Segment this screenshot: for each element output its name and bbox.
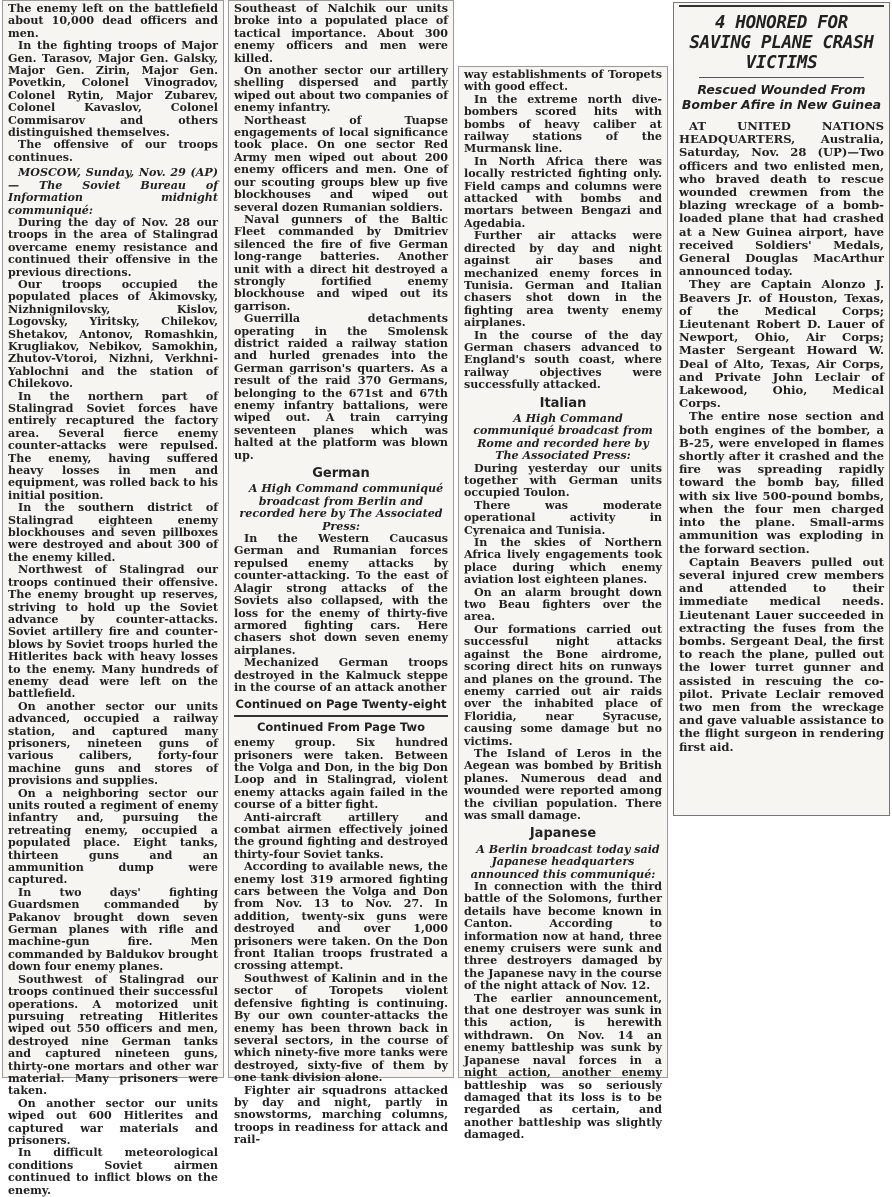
c2-p1: Southeast of Nalchik our units broke into a populated place of tactical importance. About 300 enemy officers and men were killed. bbox=[234, 2, 448, 65]
c1-p8: In the southern district of Stalingrad eighteen enemy blockhouses and seven pillboxes were destroyed and about 300 of the enemy killed. bbox=[8, 501, 218, 564]
c1-p10: On another sector our units advanced, occupied a railway station, and captured many prisoners, nineteen guns of various calibers, forty-four machine guns and stores of provisions and supplies. bbox=[8, 699, 218, 788]
c3-japanese-p2: The earlier announcement, that one destroyer was sunk in this action, is herewith withdrawn. On Nov. 14 an enemy battleship was sunk by Japanese naval forces in a night action, another enemy battleship was so seriously damaged that its loss is to be regarded as certain, and another battleship was slightly damaged. bbox=[464, 991, 662, 1142]
c2-german-p1: In the Western Caucasus German and Rumanian forces repulsed enemy attacks by counter-attacking. To the east of Alagir strong attacks of the Soviets also collapsed, with the loss for the enemy of thirty-five armored fighting cars. Here chasers shot down seven enemy airplanes. bbox=[234, 532, 448, 657]
japanese-section-heading: Japanese bbox=[529, 826, 597, 842]
japanese-lede: A Berlin broadcast today said Japanese headquarters announced this communiqué: bbox=[470, 842, 660, 881]
c2-p5: Guerrilla detachments operating in the Smolensk district raided a railway station and hurled grenades into the German garrison's quarters. As a result of the raid 370 Germans, belonging to the 671st and 67th enemy infantry battalions, were wiped out. A train carrying seventeen planes which was halted at the platform was blown up. bbox=[234, 312, 448, 462]
c2-p7: Anti-aircraft artillery and combat airmen effectively joined the ground fighting and destroyed thirty-four Soviet tanks. bbox=[234, 810, 448, 861]
c3-japanese-p1: In connection with the third battle of the Solomons, further details have become known in Canton. According to information now at hand, three enemy cruisers were sunk and three destroyers damaged by the Japanese navy in the course of the night attack of Nov. 12. bbox=[464, 880, 662, 993]
c1-p3: The offensive of our troops continues. bbox=[8, 138, 218, 164]
c2-german-p2: Mechanized German troops destroyed in the Kalmuck steppe in the course of an attack another bbox=[234, 656, 448, 694]
continued-from-notice: Continued From Page Two bbox=[256, 719, 426, 734]
c2-p3: Northeast of Tuapse engagements of local significance took place. On one sector Red Army men wiped out about 200 enemy officers and men. One of our scouting groups blew up five blockhouses and wiped out several dozen Rumanian soldiers. bbox=[234, 113, 448, 214]
c2-p4: Naval gunners of the Baltic Fleet commanded by Dmitriev silenced the fire of five German long-range batteries. Another unit with a direct hit destroyed a strongly fortified enemy blockhouse and wiped out its garrison. bbox=[234, 212, 448, 313]
column-3 bbox=[458, 66, 668, 1142]
italian-section-heading: Italian bbox=[539, 395, 587, 411]
c3-italian-p3: In the skies of Northern Africa lively engagements took place during which enemy aviation lost eighteen planes. bbox=[464, 536, 662, 587]
column-divider-rule bbox=[234, 715, 448, 717]
column-1 bbox=[2, 0, 224, 1197]
continued-on-notice: Continued on Page Twenty-eight bbox=[235, 697, 447, 712]
c2-p9: Southwest of Kalinin and in the sector of Toropets violent defensive fighting is continuing. By our own counter-attacks the enemy has been thrown back in several sectors, in the course of which ninety-five more tanks were destroyed, sixty-five of them by one tank division alone. bbox=[234, 971, 448, 1085]
german-lede: A High Command communiqué broadcast from Berlin and recorded here by The Associated Press: bbox=[239, 482, 444, 533]
c1-p2: In the fighting troops of Major Gen. Tarasov, Major Gen. Galsky, Major Gen. Zirin, Major Gen. Povetkin, Colonel Vinogradov, Colonel Rytin, Major Zubarev, Colonel Kavaslov, Colonel Commisarov and others distinguished themselves. bbox=[8, 39, 218, 140]
german-section-heading: German bbox=[312, 466, 370, 482]
c1-p5: During the day of Nov. 28 our troops in the area of Stalingrad overcame enemy resistance and continued their offensive in the previous directions. bbox=[8, 215, 218, 279]
c3-p3: In North Africa there was locally restricted fighting only. Field camps and columns were attacked with bombs and mortars between Bengazi and Agedabia. bbox=[464, 154, 662, 230]
column-4-article bbox=[673, 2, 890, 816]
c3-italian-p5: Our formations carried out successful night attacks against the Bone airdrome, scoring direct hits on runways and planes on the ground. The enemy carried out air raids over the inhabited place of Floridia, near Syracuse, causing some damage but no victims. bbox=[464, 622, 662, 748]
article-subhead: Rescued Wounded From Bomber Afire in New Guinea bbox=[681, 82, 882, 112]
c3-p1: way establishments of Toropets with good effect. bbox=[464, 68, 662, 94]
c2-p8: According to available news, the enemy lost 319 armored fighting cars between the Volga and Don from Nov. 13 to Nov. 27. In addition, twenty-six guns were destroyed and over 1,000 prisoners were taken. On the Don front Italian troops frustrated a crossing attempt. bbox=[234, 860, 448, 973]
c1-p1: The enemy left on the battlefield about 10,000 dead officers and men. bbox=[8, 2, 218, 40]
c4-p3: The entire nose section and both engines of the bomber, a B-25, were enveloped in flames shortly after it crashed and the fire was spreading rapidly toward the bomb bay, filled with six live 500-pound bombs, when the four men charged into the plane. Small-arms ammunition was exploding in the forward section. bbox=[679, 409, 884, 556]
c1-p6: Our troops occupied the populated places of Akimovsky, Nizhnignilovsky, Kislov, Logovsky, Yiritsky, Chilekov, Shetakov, Antonov, Romashkin, Krugliakov, Nebikov, Samokhin, Zhutov-Vtoroi, Nizhni, Verkhni-Yablochni and the station of Chilekovo. bbox=[8, 277, 218, 391]
c2-p2: On another sector our artillery shelling dispersed and partly wiped out about two companies of enemy infantry. bbox=[234, 64, 448, 115]
c2-p6: enemy group. Six hundred prisoners were taken. Between the Volga and Don, in the big Don Loop and in Stalingrad, violent enemy attacks again failed in the course of a bitter fight. bbox=[234, 736, 448, 812]
c2-p10: Fighter air squadrons attacked by day and night, partly in snowstorms, marching columns, troops in readiness for attack and rail- bbox=[234, 1083, 448, 1147]
c1-p9: Northwest of Stalingrad our troops continued their offensive. The enemy brought up reserves, striving to hold up the Soviet advance by counter-attacks. Soviet artillery fire and counter-blows by Soviet troops hurled the Hitlerites back with heavy losses to the enemy. Many hundreds of enemy dead were left on the battlefield. bbox=[8, 563, 218, 701]
c1-p15: In difficult meteorological conditions Soviet airmen continued to inflict blows on the enemy. bbox=[8, 1146, 218, 1197]
c1-p14: On another sector our units wiped out 600 Hitlerites and captured war materials and prisoners. bbox=[8, 1096, 218, 1147]
c1-p7: In the northern part of Stalingrad Soviet forces have entirely recaptured the factory area. Several fierce enemy counter-attacks were repulsed. The enemy, having suffered heavy losses in men and equipment, was rolled back to his initial position. bbox=[8, 389, 218, 502]
c3-italian-p6: The Island of Leros in the Aegean was bombed by British planes. Numerous dead and wounded were reported among the civilian population. There was small damage. bbox=[464, 746, 662, 822]
c3-p5: In the course of the day German chasers advanced to England's south coast, where railway objectives were successfully attacked. bbox=[464, 328, 662, 392]
c1-p13: Southwest of Stalingrad our troops continued their successful operations. A motorized unit pursuing retreating Hitlerites wiped out 550 officers and men, destroyed nine German tanks and captured nineteen guns, thirty-one mortars and other war material. Many prisoners were taken. bbox=[8, 972, 218, 1098]
c4-p4: Captain Beavers pulled out several injured crew members and attended to their immediate medical needs. Lieutenant Lauer succeeded in extracting the fuses from the bombs. Sergeant Deal, the first to reach the plane, pulled out the lower turret gunner and assisted in rescuing the co-pilot. Private Leclair removed two men from the wreckage and gave valuable assistance to the flight surgeon in rendering first aid. bbox=[679, 554, 884, 754]
c3-italian-p2: There was moderate operational activity in Cyrenaica and Tunisia. bbox=[464, 498, 662, 537]
article-headline: 4 HONORED FOR SAVING PLANE CRASH VICTIMS bbox=[689, 13, 874, 73]
c1-dateline: MOSCOW, Sunday, Nov. 29 (AP) — The Soviet Bureau of Information midnight communiqué: bbox=[8, 166, 218, 217]
c3-p2: In the extreme north dive-bombers scored hits with bombs of heavy caliber at railway stations of the Murmansk line. bbox=[464, 92, 662, 156]
headline-top-rule bbox=[679, 5, 884, 7]
c3-p4: Further air attacks were directed by day and night against air bases and mechanized enemy forces in Tunisia. German and Italian chasers shot down in the fighting area twenty enemy airplanes. bbox=[464, 229, 662, 330]
italian-lede: A High Command communiqué broadcast from Rome and recorded here by The Associated Press: bbox=[473, 411, 653, 463]
column-2 bbox=[228, 0, 454, 1147]
c3-italian-p4: On an alarm brought down two Beau fighters over the area. bbox=[464, 585, 662, 624]
c1-p12: In two days' fighting Guardsmen commanded by Pakanov brought down seven German planes with rifle and machine-gun fire. Men commanded by Baldukov brought down four enemy planes. bbox=[8, 885, 218, 974]
c1-p11: On a neighboring sector our units routed a regiment of enemy infantry and, pursuing the retreating enemy, occupied a populated place. Eight tanks, thirteen guns and an ammunition dump were captured. bbox=[8, 786, 218, 887]
headline-rule bbox=[699, 77, 864, 78]
c3-italian-p1: During yesterday our units together with German units occupied Toulon. bbox=[464, 461, 662, 500]
c4-p2: They are Captain Alonzo J. Beavers Jr. of Houston, Texas, of the Medical Corps; Lieutenant Robert D. Lauer of Newport, Ohio, Air Corps; Master Sergeant Howard W. Deal of Alto, Texas, Air Corps, and Private John Leclair of Lakewood, Ohio, Medical Corps. bbox=[679, 277, 884, 411]
c4-p1: AT UNITED NATIONS HEADQUARTERS, Australia, Saturday, Nov. 28 (UP)—Two officers and two enlisted men, who braved death to rescue wounded crewmen from the blazing wreckage of a bomb-loaded plane that had crashed at a New Guinea airport, have received Soldiers' Medals, General Douglas MacArthur announced today. bbox=[679, 119, 884, 279]
